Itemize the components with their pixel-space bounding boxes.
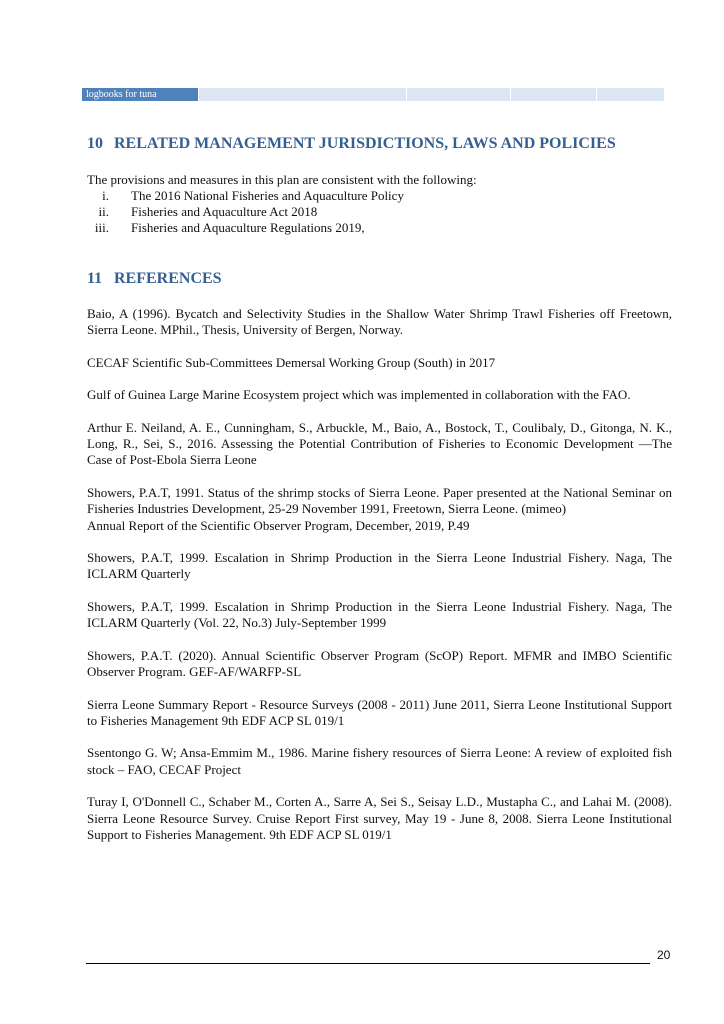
- section-11-title: REFERENCES: [114, 270, 222, 287]
- section-10-title: RELATED MANAGEMENT JURISDICTIONS, LAWS AND POLICIES: [114, 135, 616, 152]
- section-10-number: 10: [87, 135, 103, 152]
- reference-entry: Ssentongo G. W; Ansa-Emmim M., 1986. Marine fishery resources of Sierra Leone: A review of exploited fish stock – FAO, CECAF Project: [87, 745, 672, 777]
- list-item-text: The 2016 National Fisheries and Aquaculture Policy: [131, 188, 404, 203]
- list-item-numeral: iii.: [94, 220, 109, 235]
- header-cell: [406, 88, 510, 101]
- reference-entry: Baio, A (1996). Bycatch and Selectivity Studies in the Shallow Water Shrimp Trawl Fisheries off Freetown, Sierra Leone. MPhil., Thesis, University of Bergen, Norway.: [87, 306, 672, 338]
- reference-entry: CECAF Scientific Sub-Committees Demersal Working Group (South) in 2017: [87, 354, 496, 370]
- list-item-text: Fisheries and Aquaculture Act 2018: [131, 204, 318, 219]
- reference-entry: Sierra Leone Summary Report - Resource Surveys (2008 - 2011) June 2011, Sierra Leone Institutional Support to Fisheries Management 9th EDF ACP SL 019/1: [87, 696, 672, 728]
- reference-entry: Turay I, O'Donnell C., Schaber M., Corten A., Sarre A, Sei S., Seisay L.D., Mustapha C., and Lahai M. (2008). Sierra Leone Resource Survey. Cruise Report First survey, May 19 - June 8, 2008. Sierra Leone Institutional Support to Fisheries Management. 9th EDF ACP SL 019/1: [87, 794, 672, 842]
- reference-entry: Annual Report of the Scientific Observer Program, December, 2019, P.49: [87, 517, 470, 533]
- footer-rule: [86, 963, 650, 964]
- list-item: [87, 204, 477, 220]
- page-number: 20: [657, 948, 671, 962]
- list-item-numeral: i.: [102, 188, 109, 203]
- header-cell: [510, 88, 596, 101]
- reference-entry: Arthur E. Neiland, A. E., Cunningham, S., Arbuckle, M., Baio, A., Bostock, T., Coulibaly, D., Gitonga, N. K., Long, R., Sei, S., 2016. Assessing the Potential Contribution of Fisheries to Economic Development —The Case of Post-Ebola Sierra Leone: [87, 419, 672, 468]
- header-cell: [198, 88, 406, 101]
- header-cell: [596, 88, 664, 101]
- list-item-numeral: ii.: [98, 204, 109, 219]
- reference-entry: Gulf of Guinea Large Marine Ecosystem project which was implemented in collaboration with the FAO.: [87, 387, 631, 403]
- list-item: [87, 220, 477, 236]
- reference-entry: Showers, P.A.T, 1991. Status of the shrimp stocks of Sierra Leone. Paper presented at the National Seminar on Fisheries Industries Development, 25-29 November 1991, Freetown, Sierra Leone. (mimeo): [87, 484, 672, 517]
- reference-entry: Showers, P.A.T. (2020). Annual Scientific Observer Program (ScOP) Report. MFMR and IMBO Scientific Observer Program. GEF-AF/WARFP-SL: [87, 647, 672, 680]
- policy-list: [87, 188, 477, 236]
- reference-entry: Showers, P.A.T, 1999. Escalation in Shrimp Production in the Sierra Leone Industrial Fishery. Naga, The ICLARM Quarterly: [87, 550, 672, 582]
- reference-entry: Showers, P.A.T, 1999. Escalation in Shrimp Production in the Sierra Leone Industrial Fishery. Naga, The ICLARM Quarterly (Vol. 22, No.3) July-September 1999: [87, 598, 672, 631]
- section-10-intro: The provisions and measures in this plan are consistent with the following:: [87, 172, 477, 187]
- running-header: [82, 88, 664, 101]
- section-10-body: [87, 172, 477, 236]
- section-11-heading: [87, 270, 222, 288]
- reference-list: [87, 306, 672, 859]
- section-10-heading: [87, 135, 616, 153]
- list-item: [87, 188, 477, 204]
- running-header-label: logbooks for tuna: [82, 88, 198, 101]
- list-item-text: Fisheries and Aquaculture Regulations 2019,: [131, 220, 365, 235]
- section-11-number: 11: [87, 270, 103, 287]
